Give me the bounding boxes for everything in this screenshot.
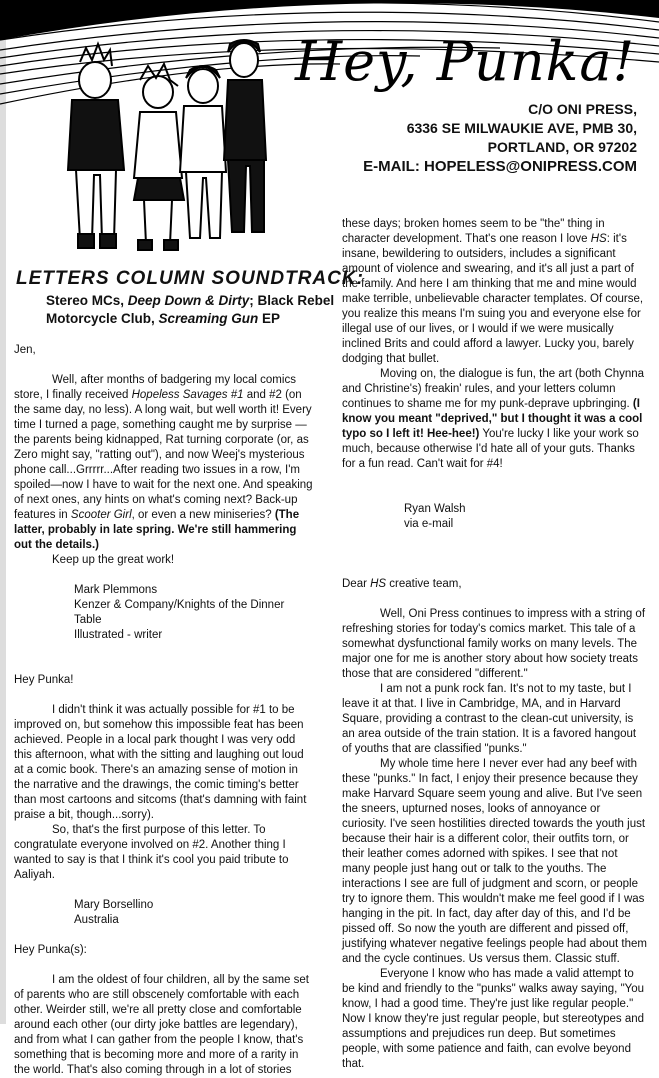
- punk-characters: [68, 40, 266, 250]
- soundtrack-album: Screaming Gun: [158, 311, 259, 326]
- soundtrack-text: EP: [258, 311, 281, 326]
- letter-text: Hopeless Savages #1: [131, 389, 244, 401]
- letter-text: You're lucky I like your work so much, because otherwise I'd hate all of your guts. Thanks for a fun read. Can't wait for #4!: [342, 428, 639, 470]
- letter-signature: Australia: [74, 914, 119, 926]
- letter-salutation: Hey Punka(s):: [14, 944, 87, 956]
- letter-text: Dear: [342, 578, 371, 590]
- letter-salutation: Jen,: [14, 344, 36, 356]
- letter-text: HS: [370, 578, 387, 590]
- letter-paragraph: I am not a punk rock fan. It's not to my taste, but I leave it at that. I live in Cambridge, MA, and in Harvard Square, providing a contrast to the clean-cut university, is an area outside of the train station. It is a favored hangout of youths that are classified "punks.": [342, 683, 637, 755]
- letter-salutation: [342, 577, 647, 592]
- letter-signature: via e-mail: [404, 518, 454, 530]
- letter-paragraph: I am the oldest of four children, all by the same set of parents who are still obscenely comfortable with each other. Weirder still, we're all pretty close and comfortable around each other (our dirty joke battles are legendary), and from what I can gather from the people I know, that's something that is becoming more and more of a rarity in the world. That's also coming through in a lot of stories: [14, 974, 309, 1076]
- address-line: 6336 SE MILWAUKIE AVE, PMB 30,: [406, 120, 637, 136]
- letter-paragraph: [342, 217, 647, 367]
- letter-text: creative team,: [386, 578, 462, 590]
- soundtrack-list: [46, 292, 346, 328]
- letter-text: Moving on, the dialogue is fun, the art (both Chynna and Christine's) freakin' rules, and your letters column continues to shame me for my punk-deprave upbringing.: [342, 368, 645, 410]
- letter-text: , or even a new miniseries?: [131, 509, 275, 521]
- letters-column-left: [14, 343, 314, 1078]
- letter-paragraph: So, that's the first purpose of this letter. To congratulate everyone involved on #2. Another thing I wanted to say is that I think it's cool you paid tribute to Aaliyah.: [14, 824, 289, 881]
- letter-paragraph: My whole time here I never ever had any beef with these "punks." In fact, I enjoy their presence because they make Harvard Square seem young and alive. But I've seen the sneers, upturned noses, looks of annoyance or curiosity. I've seen hostilities directed towards the youth just because their hair is a different color, their outfits torn, or their leather comes adorned with spikes. I see that not many people just hang out or talk to the youths. The interactions I see are full of judgment and scorn, or people try to ignore them. This wouldn't make me feel good if I was hanging in the pit. In fact, day after day of this, and I'd be pissed off. So now the youth are different and pissed off, justifying whatever negative feelings people had about them and the cycle continues. Us versus them. Classic stuff.: [342, 758, 647, 965]
- soundtrack-text: Stereo MCs,: [46, 293, 128, 308]
- letter-text: Scooter Girl: [70, 509, 132, 521]
- letter-signature: Illustrated - writer: [74, 629, 163, 641]
- letter-paragraph: [14, 373, 314, 553]
- letter-text: and #2 (on the same day, no less). A long wait, but well worth it! Every time I turned a page, something caught me by surprise — the parents being kidnapped, Rat turning corporate (or, as Zero might say, "ratting out"), and now Weej's mysterious phone call...Grrrrr...After reading two issues in a row, I'm spoiled—now I have to wait for the next one. And speaking of next ones, any hints on what's coming next? Back-up features in: [14, 389, 313, 521]
- letter-paragraph: I didn't think it was actually possible for #1 to be improved on, but somehow this impossible feat has been achieved. People in a local park thought I was very odd this afternoon, what with the sitting and laughing out loud at a comic book. There's an amazing sense of motion in the narrative and the drawings, the comic timing's better than most cartoons and sitcoms (that's damning with faint praise a bit, though...sorry).: [14, 704, 307, 821]
- editor-reply: (I know you meant "deprived," but I thought it was a cool typo so I left it! Hee-hee!): [342, 398, 643, 440]
- letter-signature: Ryan Walsh: [404, 503, 466, 515]
- soundtrack-album: Deep Down & Dirty: [127, 293, 250, 308]
- letter-text: : it's insane, bewildering to outsiders, includes a significant amount of violence and swearing, and it's all just a part of the family. And here I am thinking that me and mine would make terrible, unbelievable character templates. Of course, you realize this means I'm suing you and everyone else for illegal use of our lives, or I would if we were musically inclined Brits and could afford a lawyer. Lucky you, barely dodging that bullet.: [342, 233, 644, 365]
- letters-column-right: [342, 217, 647, 1072]
- letter-text: these days; broken homes seem to be "the" thing in character development. That's one reason I love: [342, 218, 605, 245]
- letter-signature: Mary Borsellino: [74, 899, 154, 911]
- letter-paragraph: Everyone I know who has made a valid attempt to be kind and friendly to the "punks" walks away saying, "You know, I had a good time. They're just like regular people." Now I know they're just regular people, but stereotypes and assumptions and prejudices run deep. But sometimes people, with some patience and faith, can evolve beyond that.: [342, 968, 645, 1070]
- letter-text: HS: [590, 233, 607, 245]
- email-address: E-MAIL: HOPELESS@ONIPRESS.COM: [363, 158, 637, 175]
- letter-text: Well, after months of badgering my local comics store, I finally received: [14, 374, 296, 401]
- address-line: PORTLAND, OR 97202: [487, 139, 637, 155]
- soundtrack-heading: LETTERS COLUMN SOUNDTRACK:: [16, 268, 364, 289]
- letter-signature: Kenzer & Company/Knights of the Dinner Table: [74, 599, 285, 626]
- editor-reply: (The latter, probably in late spring. We're still hammering out the details.): [14, 509, 300, 551]
- soundtrack-text: ; Black Rebel Motorcycle Club,: [46, 293, 335, 326]
- letter-paragraph: Keep up the great work!: [52, 554, 175, 566]
- mailing-address: [307, 100, 637, 176]
- letter-paragraph: Well, Oni Press continues to impress with a string of refreshing stories for today's comics market. This tale of a somewhat dysfunctional family works on many levels. The major one for me is another story about how society treats those that are considered "different.": [342, 608, 646, 680]
- letter-paragraph: [342, 367, 647, 472]
- page-title: Hey, Punka!: [295, 30, 636, 93]
- address-line: C/O ONI PRESS,: [528, 101, 637, 117]
- letter-signature: Mark Plemmons: [74, 584, 158, 596]
- letter-salutation: Hey Punka!: [14, 674, 74, 686]
